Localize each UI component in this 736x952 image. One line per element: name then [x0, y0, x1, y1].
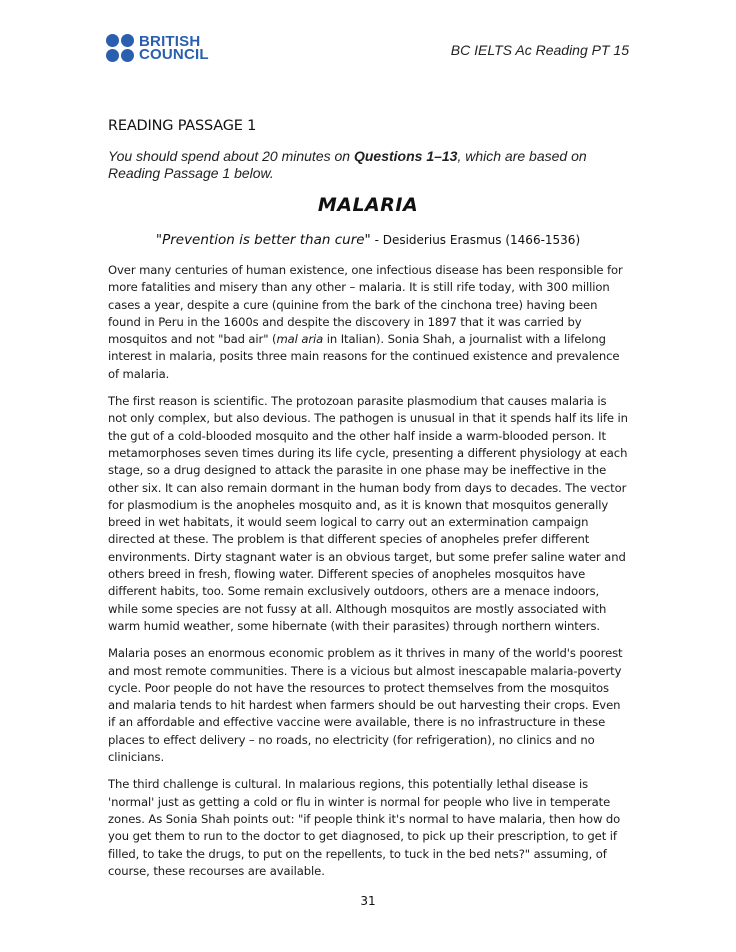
- paragraph-2: The first reason is scientific. The protozoan parasite plasmodium that causes malaria is not only complex, but also devious. The pathogen is unusual in that it spends half its life in the gut of a cold-blooded mosquito and the other half inside a warm-blooded person. It metamorphoses seven times during its life cycle, presenting a different physiology at each stage, so a drug designed to attack the parasite in one phase may be ineffective in the other six. It can also remain dormant in the human body from days to decades. The vector for plasmodium is the anopheles mosquito and, as it is known that mosquitos generally breed in wet habitats, it would seem logical to carry out an extermination campaign directed at these. The problem is that different species of anopheles prefer different environments. Dirty stagnant water is an obvious target, but some prefer saline water and others breed in fresh, flowing water. Different species of anopheles mosquitos have different habits, too. Some remain exclusively outdoors, others are a menace indoors, while some species are not fussy at all. Although mosquitos are mostly associated with warm humid weather, some hibernate (with their parasites) through northern winters.: [108, 394, 628, 633]
- logo-line-2: COUNCIL: [139, 46, 209, 63]
- logo-text: [139, 35, 209, 61]
- paragraph-1-italic: mal aria: [276, 332, 324, 347]
- passage-body: [108, 262, 628, 890]
- passage-title: MALARIA: [317, 194, 419, 216]
- section-title: READING PASSAGE 1: [108, 118, 257, 134]
- paragraph-4: The third challenge is cultural. In malarious regions, this potentially lethal disease is 'normal' just as getting a cold or flu in winter is normal for people who live in temperate zones. As Sonia Shah points out: "if people think it's normal to have malaria, then how do you get them to run to the doctor to get diagnosed, to pick up their prescription, to get if filled, to take the drugs, to put on the repellents, to tuck in the bed nets?" assuming, of course, these recourses are available.: [108, 777, 621, 878]
- epigraph-attribution: - Desiderius Erasmus (1466-1536): [370, 233, 581, 247]
- instructions: [108, 148, 628, 182]
- epigraph-quote: "Prevention is better than cure": [155, 232, 371, 248]
- instructions-questions: Questions 1–13: [353, 148, 458, 164]
- logo-line-1: BRITISH: [139, 33, 201, 50]
- instructions-before: You should spend about 20 minutes on: [108, 148, 354, 164]
- page-number: 31: [360, 894, 376, 908]
- paragraph-1: [108, 262, 628, 383]
- british-council-logo: [106, 34, 209, 62]
- paragraph-1-text-a: Over many centuries of human existence, one infectious disease has been responsible for more fatalities and misery than any other – malaria. It is still rife today, with 300 million cases a year, despite a cure (quinine from the bark of the cinchona tree) having been found in Peru in the 1600s and despite the discovery in 1897 that it was carried by mosquitos and not "bad air" (: [108, 263, 623, 347]
- paragraph-1-text-b: in Italian). Sonia Shah, a journalist with a lifelong interest in malaria, posits three main reasons for the continued existence and prevalence of malaria.: [108, 332, 620, 381]
- header-test-reference: BC IELTS Ac Reading PT 15: [450, 42, 629, 58]
- instructions-after: , which are based on Reading Passage 1 below.: [108, 148, 587, 181]
- paragraph-3: Malaria poses an enormous economic problem as it thrives in many of the world's poorest and most remote communities. There is a vicious but almost inescapable malaria-poverty cycle. Poor people do not have the resources to protect themselves from the mosquitos and malaria tends to hit hardest when farmers should be out harvesting their crops. Even if an affordable and effective vaccine were available, there is no infrastructure in these places to effect delivery – no roads, no electricity (for refrigeration), no clinics and no clinicians.: [108, 646, 623, 765]
- logo-dots-icon: [106, 34, 134, 62]
- epigraph: [0, 232, 736, 248]
